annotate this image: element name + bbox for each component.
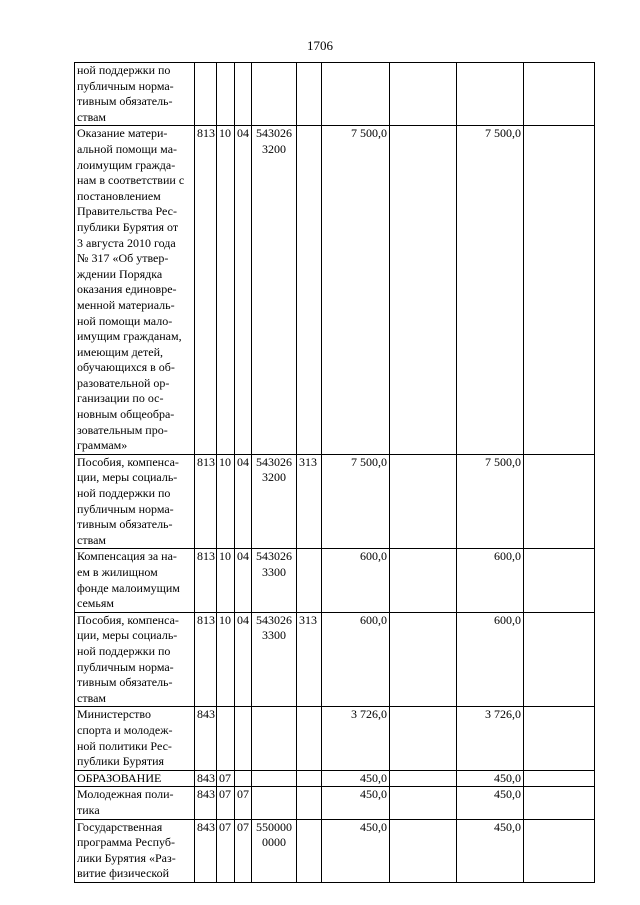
rz-cell: 10 (217, 549, 235, 612)
amount-cell (390, 63, 457, 126)
gr-cell: 843 (195, 787, 217, 819)
row-name-cell: Государственная программа Респуб- лики Бурятия «Раз- витие физической (75, 819, 195, 882)
rz-cell (217, 63, 235, 126)
total-cell: 7 500,0 (322, 454, 390, 549)
table-row (75, 63, 595, 126)
rz-cell: 10 (217, 612, 235, 707)
rz-cell: 10 (217, 454, 235, 549)
vr-cell (297, 770, 322, 787)
csr-cell: 550000 0000 (252, 819, 297, 882)
total-cell: 450,0 (322, 770, 390, 787)
total-cell: 600,0 (322, 612, 390, 707)
vr-cell (297, 707, 322, 770)
csr-cell: 543026 3200 (252, 126, 297, 454)
amount-cell (390, 549, 457, 612)
amount-cell (390, 707, 457, 770)
pr-cell (235, 770, 252, 787)
total-cell: 600,0 (322, 549, 390, 612)
amount-year1-cell: 3 726,0 (457, 707, 524, 770)
table-row (75, 707, 595, 770)
pr-cell: 04 (235, 126, 252, 454)
amount-year2-cell (524, 63, 595, 126)
vr-cell: 313 (297, 454, 322, 549)
row-name-cell: Компенсация за на- ем в жилищном фонде малоимущим семьям (75, 549, 195, 612)
gr-cell: 813 (195, 454, 217, 549)
row-name-cell: Оказание матери- альной помощи ма- лоимущим гражда- нам в соответствии с постановлением Правительства Рес- публики Бурятия от 3 августа 2010 года № 317 «Об утвер- ждении Порядка оказания единовре- менной материаль- ной помощи мало- имущим гражданам, имеющим детей, обучающихся в об- разовательной ор- ганизации по ос- новным общеобра- зовательным про- граммам» (75, 126, 195, 454)
gr-cell: 843 (195, 819, 217, 882)
gr-cell: 813 (195, 549, 217, 612)
amount-year1-cell (457, 63, 524, 126)
amount-year1-cell: 7 500,0 (457, 126, 524, 454)
rz-cell: 07 (217, 787, 235, 819)
gr-cell (195, 63, 217, 126)
amount-year1-cell: 450,0 (457, 787, 524, 819)
total-cell (322, 63, 390, 126)
csr-cell (252, 770, 297, 787)
gr-cell: 813 (195, 612, 217, 707)
csr-cell: 543026 3200 (252, 454, 297, 549)
total-cell: 3 726,0 (322, 707, 390, 770)
vr-cell: 313 (297, 612, 322, 707)
vr-cell (297, 787, 322, 819)
total-cell: 450,0 (322, 819, 390, 882)
table-row (75, 549, 595, 612)
amount-year2-cell (524, 126, 595, 454)
amount-year2-cell (524, 787, 595, 819)
vr-cell (297, 819, 322, 882)
pr-cell (235, 63, 252, 126)
row-name-cell: Молодежная поли- тика (75, 787, 195, 819)
vr-cell (297, 63, 322, 126)
budget-table (74, 62, 595, 883)
csr-cell: 543026 3300 (252, 612, 297, 707)
pr-cell: 07 (235, 819, 252, 882)
page-number: 1706 (307, 38, 333, 53)
amount-year1-cell: 450,0 (457, 819, 524, 882)
table-row (75, 770, 595, 787)
row-name-cell: Пособия, компенса- ции, меры социаль- ной поддержки по публичным норма- тивным обязатель- ствам (75, 612, 195, 707)
pr-cell: 04 (235, 454, 252, 549)
table-row (75, 819, 595, 882)
amount-cell (390, 787, 457, 819)
rz-cell: 10 (217, 126, 235, 454)
pr-cell (235, 707, 252, 770)
csr-cell (252, 707, 297, 770)
gr-cell: 843 (195, 707, 217, 770)
amount-year2-cell (524, 454, 595, 549)
vr-cell (297, 549, 322, 612)
amount-cell (390, 454, 457, 549)
total-cell: 7 500,0 (322, 126, 390, 454)
amount-year1-cell: 600,0 (457, 549, 524, 612)
rz-cell (217, 707, 235, 770)
pr-cell: 07 (235, 787, 252, 819)
amount-year1-cell: 600,0 (457, 612, 524, 707)
amount-year2-cell (524, 819, 595, 882)
table-row (75, 787, 595, 819)
table-row (75, 454, 595, 549)
row-name-cell: ОБРАЗОВАНИЕ (75, 770, 195, 787)
row-name-cell: Пособия, компенса- ции, меры социаль- ной поддержки по публичным норма- тивным обязатель- ствам (75, 454, 195, 549)
gr-cell: 843 (195, 770, 217, 787)
total-cell: 450,0 (322, 787, 390, 819)
row-name-cell: ной поддержки по публичным норма- тивным обязатель- ствам (75, 63, 195, 126)
amount-year2-cell (524, 549, 595, 612)
vr-cell (297, 126, 322, 454)
csr-cell: 543026 3300 (252, 549, 297, 612)
row-name-cell: Министерство спорта и молодеж- ной политики Рес- публики Бурятия (75, 707, 195, 770)
amount-year1-cell: 450,0 (457, 770, 524, 787)
pr-cell: 04 (235, 612, 252, 707)
table-row (75, 612, 595, 707)
rz-cell: 07 (217, 770, 235, 787)
amount-year1-cell: 7 500,0 (457, 454, 524, 549)
amount-year2-cell (524, 707, 595, 770)
csr-cell (252, 787, 297, 819)
gr-cell: 813 (195, 126, 217, 454)
amount-year2-cell (524, 612, 595, 707)
rz-cell: 07 (217, 819, 235, 882)
amount-cell (390, 819, 457, 882)
amount-cell (390, 770, 457, 787)
amount-cell (390, 126, 457, 454)
amount-cell (390, 612, 457, 707)
table-row (75, 126, 595, 454)
csr-cell (252, 63, 297, 126)
amount-year2-cell (524, 770, 595, 787)
pr-cell: 04 (235, 549, 252, 612)
